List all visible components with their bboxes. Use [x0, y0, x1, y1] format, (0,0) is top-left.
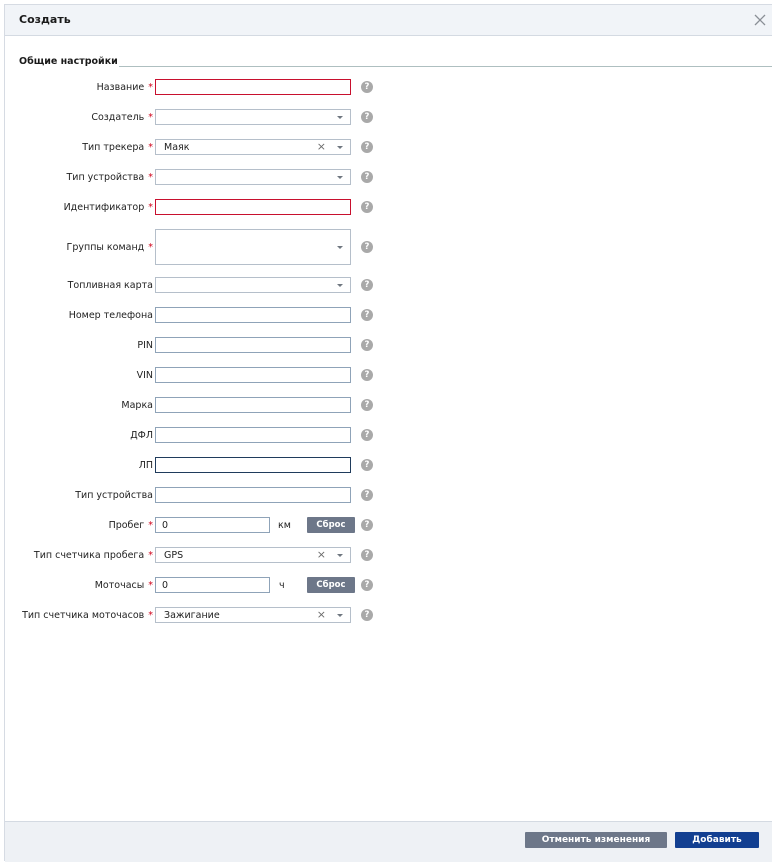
help-icon[interactable]: ?: [361, 309, 373, 321]
help-icon[interactable]: ?: [361, 519, 373, 531]
label-mileage: Пробег *: [108, 520, 153, 531]
chevron-down-icon: [337, 146, 343, 149]
label-vin: VIN: [136, 370, 153, 381]
chevron-down-icon: [337, 614, 343, 617]
name-input[interactable]: [155, 79, 351, 95]
help-icon[interactable]: ?: [361, 81, 373, 93]
engine-hours-counter-select[interactable]: Зажигание ×: [155, 607, 351, 623]
dialog-titlebar: [5, 5, 772, 36]
dialog-footer: [5, 821, 772, 862]
help-icon[interactable]: ?: [361, 459, 373, 471]
lp-input[interactable]: [155, 457, 351, 473]
mileage-reset-button[interactable]: Сброс: [307, 517, 355, 533]
identifier-input[interactable]: [155, 199, 351, 215]
dfl-input[interactable]: [155, 427, 351, 443]
chevron-down-icon: [337, 176, 343, 179]
fuel-card-select[interactable]: [155, 277, 351, 293]
pin-input[interactable]: [155, 337, 351, 353]
engine-hours-unit: ч: [279, 580, 285, 591]
phone-input[interactable]: [155, 307, 351, 323]
chevron-down-icon: [337, 116, 343, 119]
section-title: Общие настройки: [19, 56, 118, 67]
creator-select[interactable]: [155, 109, 351, 125]
label-device-type-2: Тип устройства: [75, 490, 153, 501]
engine-hours-reset-button[interactable]: Сброс: [307, 577, 355, 593]
help-icon[interactable]: ?: [361, 609, 373, 621]
device-type-input[interactable]: [155, 487, 351, 503]
label-dfl: ДФЛ: [130, 430, 153, 441]
label-engine-hours-counter: Тип счетчика моточасов *: [22, 610, 153, 621]
section-divider: [119, 66, 772, 67]
help-icon[interactable]: ?: [361, 201, 373, 213]
help-icon[interactable]: ?: [361, 111, 373, 123]
clear-icon[interactable]: ×: [316, 608, 326, 621]
help-icon[interactable]: ?: [361, 339, 373, 351]
close-icon[interactable]: [753, 13, 767, 27]
mileage-input[interactable]: [155, 517, 270, 533]
help-icon[interactable]: ?: [361, 399, 373, 411]
chevron-down-icon: [337, 284, 343, 287]
create-dialog: [4, 4, 772, 861]
help-icon[interactable]: ?: [361, 241, 373, 253]
tracker-type-select[interactable]: Маяк ×: [155, 139, 351, 155]
help-icon[interactable]: ?: [361, 369, 373, 381]
label-fuel-card: Топливная карта: [67, 280, 153, 291]
label-mileage-counter: Тип счетчика пробега *: [33, 550, 153, 561]
label-name: Название *: [96, 82, 153, 93]
help-icon[interactable]: ?: [361, 429, 373, 441]
label-tracker-type: Тип трекера *: [82, 142, 153, 153]
device-type-select[interactable]: [155, 169, 351, 185]
command-groups-select[interactable]: [155, 229, 351, 265]
mileage-counter-select[interactable]: GPS ×: [155, 547, 351, 563]
label-identifier: Идентификатор *: [63, 202, 153, 213]
help-icon[interactable]: ?: [361, 549, 373, 561]
help-icon[interactable]: ?: [361, 171, 373, 183]
clear-icon[interactable]: ×: [316, 140, 326, 153]
chevron-down-icon: [337, 554, 343, 557]
help-icon[interactable]: ?: [361, 279, 373, 291]
label-device-type: Тип устройства *: [66, 172, 153, 183]
label-lp: ЛП: [138, 460, 153, 471]
label-brand: Марка: [121, 400, 153, 411]
vin-input[interactable]: [155, 367, 351, 383]
cancel-changes-button[interactable]: Отменить изменения: [525, 832, 667, 848]
help-icon[interactable]: ?: [361, 579, 373, 591]
add-button[interactable]: Добавить: [675, 832, 759, 848]
label-phone: Номер телефона: [68, 310, 153, 321]
help-icon[interactable]: ?: [361, 489, 373, 501]
help-icon[interactable]: ?: [361, 141, 373, 153]
label-creator: Создатель *: [91, 112, 153, 123]
chevron-down-icon: [337, 246, 343, 249]
dialog-title: Создать: [19, 13, 71, 26]
mileage-unit: км: [278, 520, 291, 531]
clear-icon[interactable]: ×: [316, 548, 326, 561]
label-engine-hours: Моточасы *: [94, 580, 153, 591]
label-command-groups: Группы команд *: [66, 242, 153, 253]
label-pin: PIN: [137, 340, 153, 351]
brand-input[interactable]: [155, 397, 351, 413]
engine-hours-input[interactable]: [155, 577, 270, 593]
